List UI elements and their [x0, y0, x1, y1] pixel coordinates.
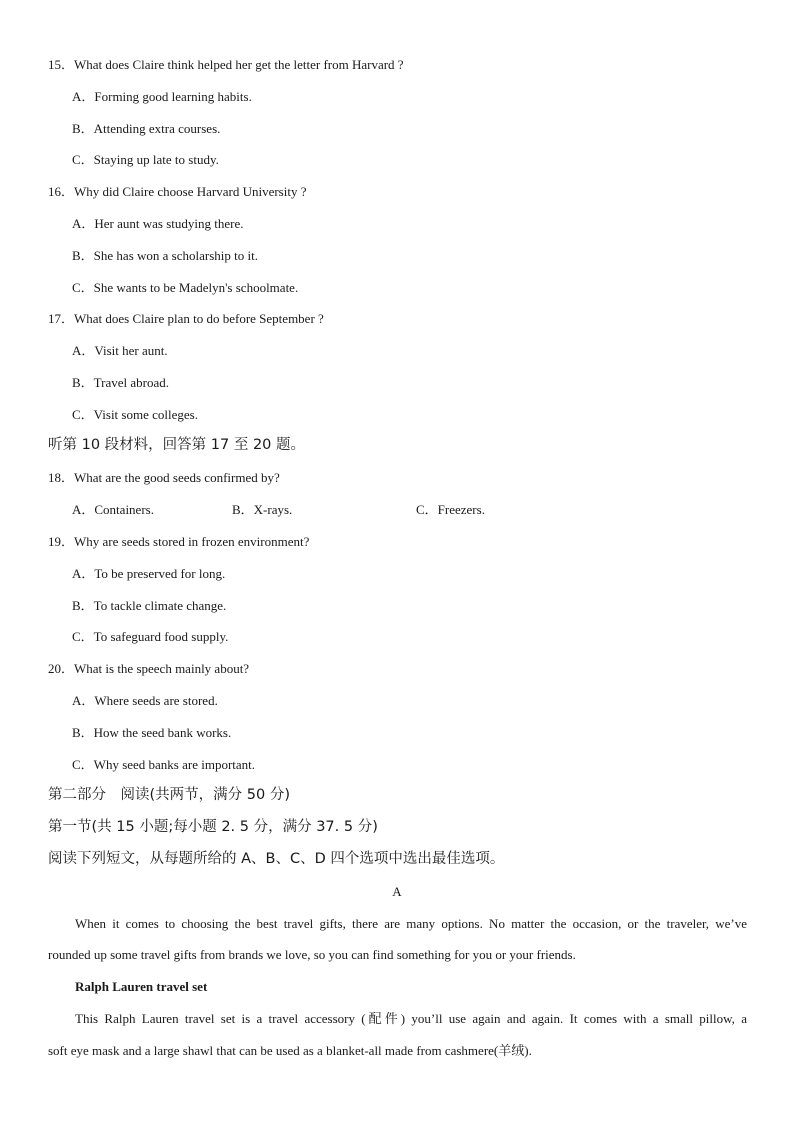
question-19-option-b: B．To tackle climate change. — [72, 598, 227, 613]
material-10-instruction: 听第 10 段材料，回答第 17 至 20 题。 — [48, 437, 306, 453]
question-19-option-c: C．To safeguard food supply. — [72, 629, 229, 644]
question-20-stem: 20．What is the speech mainly about? — [48, 661, 250, 676]
passage-intro-line-1: When it comes to choosing the best travel gifts, there are many options. No matter the occasion, or the traveler, we’ve — [75, 916, 747, 931]
question-16-option-a: A．Her aunt was studying there. — [72, 216, 244, 231]
question-18-option-c: C．Freezers. — [416, 502, 485, 517]
question-17-stem: 17．What does Claire plan to do before September ? — [48, 311, 324, 326]
question-18-stem: 18．What are the good seeds confirmed by? — [48, 470, 280, 485]
question-16-option-b: B．She has won a scholarship to it. — [72, 248, 258, 263]
question-20-option-b: B．How the seed bank works. — [72, 725, 232, 740]
question-15-stem: 15．What does Claire think helped her get the letter from Harvard ? — [48, 57, 404, 72]
part-2-heading: 第二部分 阅读(共两节，满分 50 分) — [48, 787, 290, 803]
question-19-stem: 19．Why are seeds stored in frozen environment? — [48, 534, 310, 549]
question-17-option-b: B．Travel abroad. — [72, 375, 170, 390]
passage-label: A — [392, 884, 402, 899]
question-15-option-a: A．Forming good learning habits. — [72, 89, 252, 104]
question-17-option-c: C．Visit some colleges. — [72, 407, 198, 422]
question-17-option-a: A．Visit her aunt. — [72, 343, 168, 358]
question-16-stem: 16．Why did Claire choose Harvard University ? — [48, 184, 307, 199]
reading-directions: 阅读下列短文，从每题所给的 A、B、C、D 四个选项中选出最佳选项。 — [48, 851, 505, 867]
question-20-option-c: C．Why seed banks are important. — [72, 757, 256, 772]
question-18-option-a: A．Containers. — [72, 502, 154, 517]
question-16-option-c: C．She wants to be Madelyn's schoolmate. — [72, 280, 299, 295]
passage-subheading: Ralph Lauren travel set — [75, 979, 208, 994]
question-18-option-b: B．X-rays. — [232, 502, 293, 517]
question-15-option-b: B．Attending extra courses. — [72, 121, 221, 136]
question-19-option-a: A．To be preserved for long. — [72, 566, 226, 581]
question-15-option-c: C．Staying up late to study. — [72, 152, 219, 167]
passage-body-line-1: This Ralph Lauren travel set is a travel accessory (配件) you’ll use again and again. It comes with a small pillow, a — [75, 1011, 747, 1026]
passage-intro-line-2: rounded up some travel gifts from brands we love, so you can find something for you or your friends. — [48, 947, 576, 962]
section-1-heading: 第一节(共 15 小题;每小题 2. 5 分，满分 37. 5 分) — [48, 819, 378, 835]
passage-body-line-2: soft eye mask and a large shawl that can be used as a blanket-all made from cashmere(羊绒). — [48, 1043, 532, 1058]
question-20-option-a: A．Where seeds are stored. — [72, 693, 218, 708]
